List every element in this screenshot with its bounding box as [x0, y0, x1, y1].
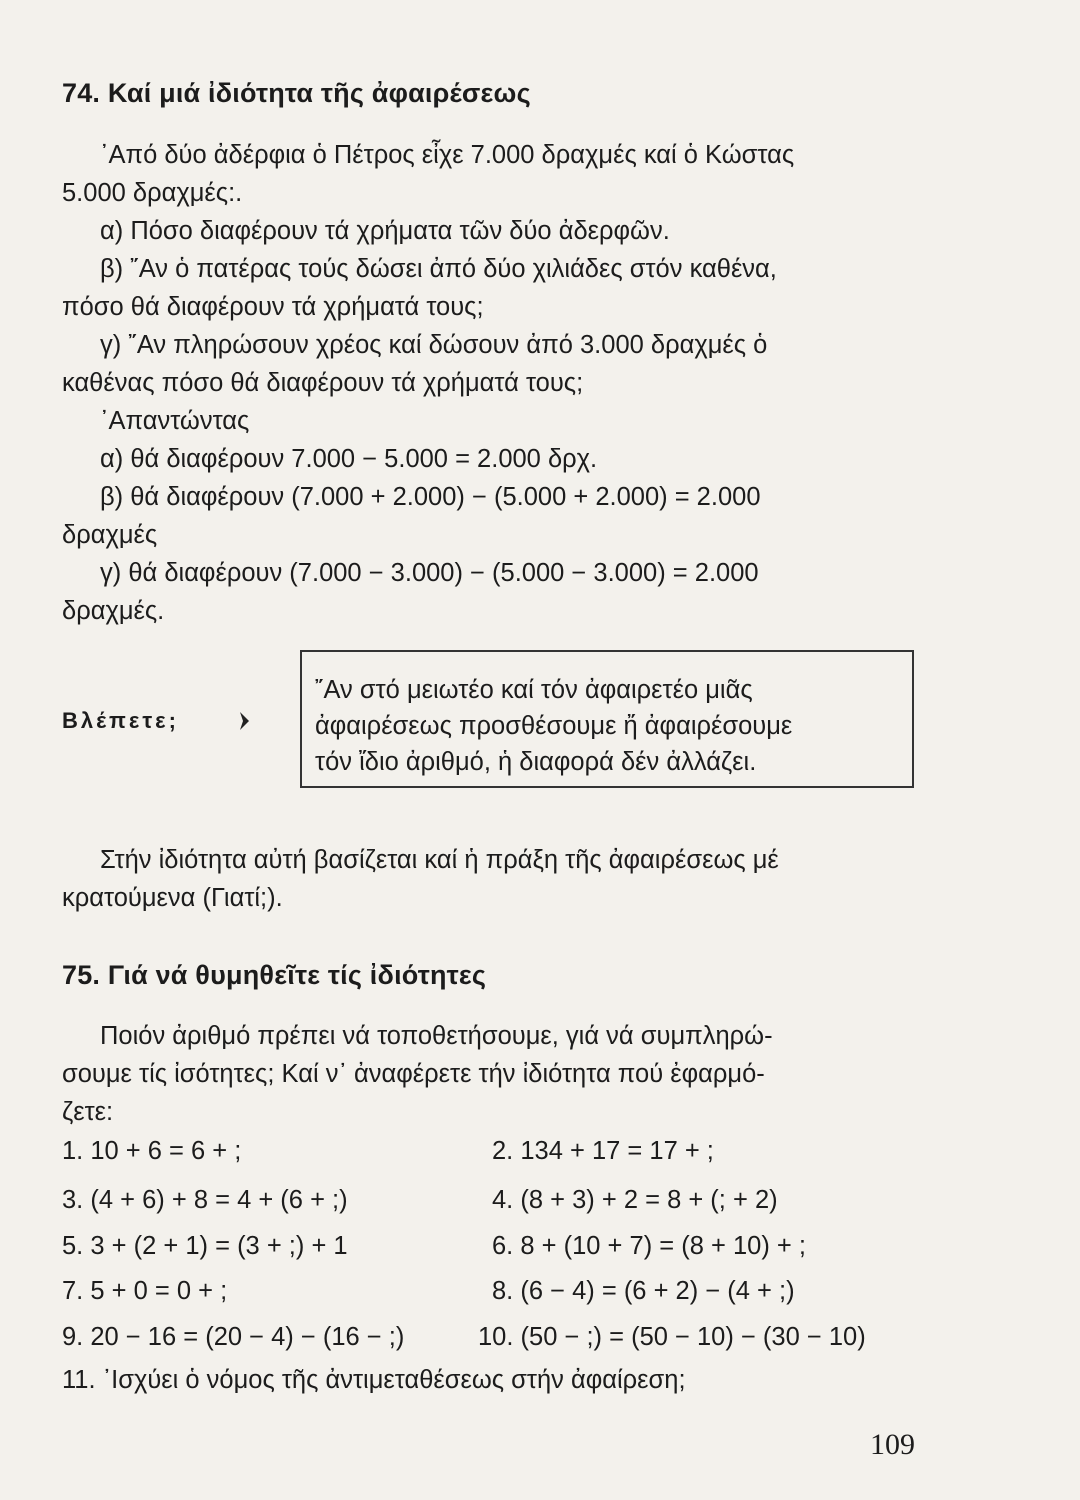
exercise-3: 3. (4 + 6) + 8 = 4 + (6 + ;) — [62, 1186, 348, 1214]
exercise-10: 10. (50 − ;) = (50 − 10) − (30 − 10) — [478, 1323, 866, 1351]
answers-label: ᾽Απαντώντας — [100, 407, 250, 435]
text-line: Ποιόν ἀριθμό πρέπει νά τοποθετήσουμε, γιά νά συμπληρώ- — [100, 1022, 773, 1050]
text-line: δραχμές — [62, 521, 158, 549]
text-line: δραχμές. — [62, 597, 165, 625]
answer-a: α) θά διαφέρουν 7.000 − 5.000 = 2.000 δρχ. — [100, 445, 598, 473]
section-74-heading: 74. Καί μιά ἰδιότητα τῆς ἀφαιρέσεως — [62, 78, 531, 108]
exercise-4: 4. (8 + 3) + 2 = 8 + (; + 2) — [492, 1186, 778, 1214]
see-label: Βλέπετε; — [62, 708, 179, 733]
exercise-6: 6. 8 + (10 + 7) = (8 + 10) + ; — [492, 1232, 806, 1260]
exercise-1: 1. 10 + 6 = 6 + ; — [62, 1137, 242, 1165]
text-line: ζετε: — [62, 1098, 114, 1126]
question-a: α) Πόσο διαφέρουν τά χρήματα τῶν δύο ἀδερφῶν. — [100, 217, 670, 245]
answer-b: β) θά διαφέρουν (7.000 + 2.000) − (5.000 + 2.000) = 2.000 — [100, 483, 761, 511]
rule-line: ἀφαιρέσεως προσθέσουμε ἤ ἀφαιρέσουμε — [315, 712, 793, 740]
text-line: Στήν ἰδιότητα αὐτή βασίζεται καί ἡ πράξη τῆς ἀφαιρέσεως μέ — [100, 846, 779, 874]
exercise-9: 9. 20 − 16 = (20 − 4) − (16 − ;) — [62, 1323, 405, 1351]
answer-c: γ) θά διαφέρουν (7.000 − 3.000) − (5.000 − 3.000) = 2.000 — [100, 559, 759, 587]
text-line: ᾽Από δύο ἀδέρφια ὁ Πέτρος εἶχε 7.000 δραχμές καί ὁ Κώστας — [100, 141, 795, 169]
text-line: καθένας πόσο θά διαφέρουν τά χρήματά τους; — [62, 369, 584, 397]
text-line: σουμε τίς ἰσότητες; Καί ν᾽ ἀναφέρετε τήν ἰδιότητα πού ἐφαρμό- — [62, 1060, 765, 1088]
arrow-right-icon — [238, 710, 250, 732]
exercise-5: 5. 3 + (2 + 1) = (3 + ;) + 1 — [62, 1232, 348, 1260]
section-75-heading: 75. Γιά νά θυμηθεῖτε τίς ἰδιότητες — [62, 960, 487, 990]
rule-line: τόν ἴδιο ἀριθμό, ἡ διαφορά δέν ἀλλάζει. — [315, 748, 757, 776]
rule-line: ῎Αν στό μειωτέο καί τόν ἀφαιρετέο μιᾶς — [315, 676, 753, 704]
text-line: 5.000 δραχμές:. — [62, 179, 243, 207]
question-b: β) ῎Αν ὁ πατέρας τούς δώσει ἀπό δύο χιλιάδες στόν καθένα, — [100, 255, 777, 283]
exercise-2: 2. 134 + 17 = 17 + ; — [492, 1137, 714, 1165]
exercise-7: 7. 5 + 0 = 0 + ; — [62, 1277, 228, 1305]
text-line: κρατούμενα (Γιατί;). — [62, 884, 283, 912]
exercise-8: 8. (6 − 4) = (6 + 2) − (4 + ;) — [492, 1277, 795, 1305]
question-c: γ) ῎Αν πληρώσουν χρέος καί δώσουν ἀπό 3.000 δραχμές ὁ — [100, 331, 768, 359]
question-11: 11. ᾽Ισχύει ὁ νόμος τῆς ἀντιμεταθέσεως στήν ἀφαίρεση; — [62, 1366, 686, 1394]
text-line: πόσο θά διαφέρουν τά χρήματά τους; — [62, 293, 484, 321]
page-number: 109 — [870, 1428, 915, 1461]
